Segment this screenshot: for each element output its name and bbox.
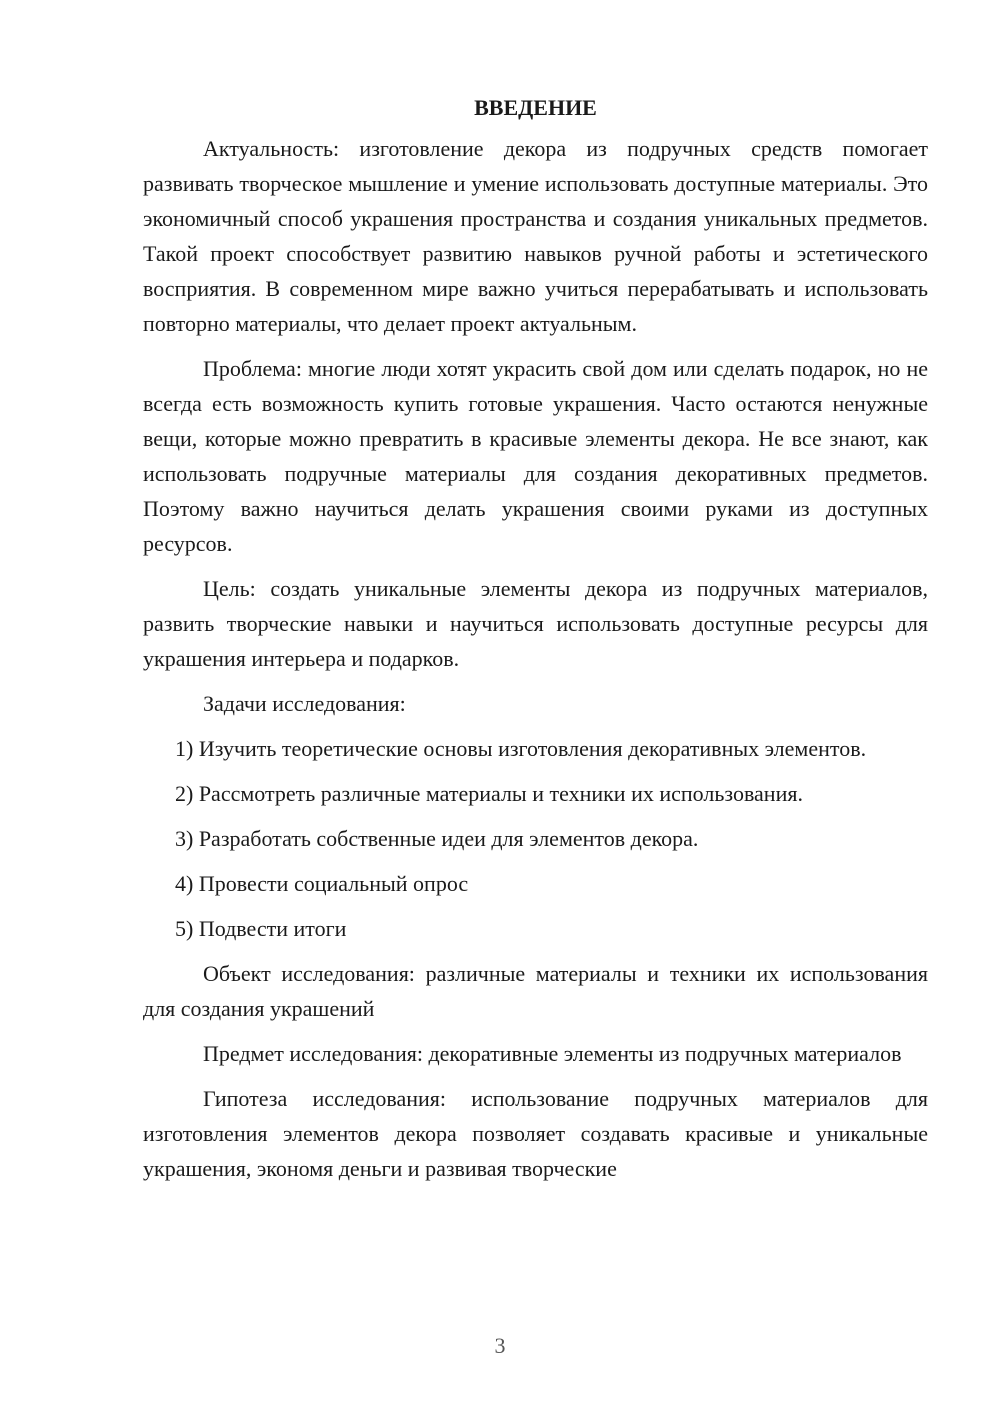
paragraph-relevance: Актуальность: изготовление декора из подручных средств помогает развивать творческое мышление и умение использовать доступные материалы. Это экономичный способ украшения пространства и создания уникальных предметов. Такой проект способствует развитию навыков ручной работы и эстетического восприятия. В современном мире важно учиться перерабатывать и использовать повторно материалы, что делает проект актуальным. — [143, 136, 928, 336]
page-number: 3 — [494, 1333, 506, 1358]
paragraph-goal: Цель: создать уникальные элементы декора из подручных материалов, развить творческие навыки и научиться использовать доступные ресурсы для украшения интерьера и подарков. — [143, 576, 928, 671]
page-content — [143, 90, 928, 1196]
paragraph-problem: Проблема: многие люди хотят украсить свой дом или сделать подарок, но не всегда есть возможность купить готовые украшения. Часто остаются ненужные вещи, которые можно превратить в красивые элементы декора. Не все знают, как использовать подручные материалы для создания декоративных предметов. Поэтому важно научиться делать украшения своими руками из доступных ресурсов. — [143, 356, 928, 556]
task-item-2: 2) Рассмотреть различные материалы и техники их использования. — [175, 781, 803, 806]
paragraph-object: Объект исследования: различные материалы и техники их использования для создания украшений — [143, 961, 928, 1021]
task-item-1: 1) Изучить теоретические основы изготовления декоративных элементов. — [175, 736, 867, 761]
paragraph-hypothesis: Гипотеза исследования: использование подручных материалов для изготовления элементов декора позволяет создавать красивые и уникальные украшения, экономя деньги и развивая творческие — [143, 1086, 928, 1181]
task-item-5: 5) Подвести итоги — [175, 916, 347, 941]
page-title: ВВЕДЕНИЕ — [474, 95, 597, 120]
task-item-3: 3) Разработать собственные идеи для элементов декора. — [175, 826, 699, 851]
task-item-4: 4) Провести социальный опрос — [175, 871, 469, 896]
paragraph-tasks-heading: Задачи исследования: — [203, 691, 406, 716]
paragraph-subject: Предмет исследования: декоративные элементы из подручных материалов — [203, 1041, 902, 1066]
